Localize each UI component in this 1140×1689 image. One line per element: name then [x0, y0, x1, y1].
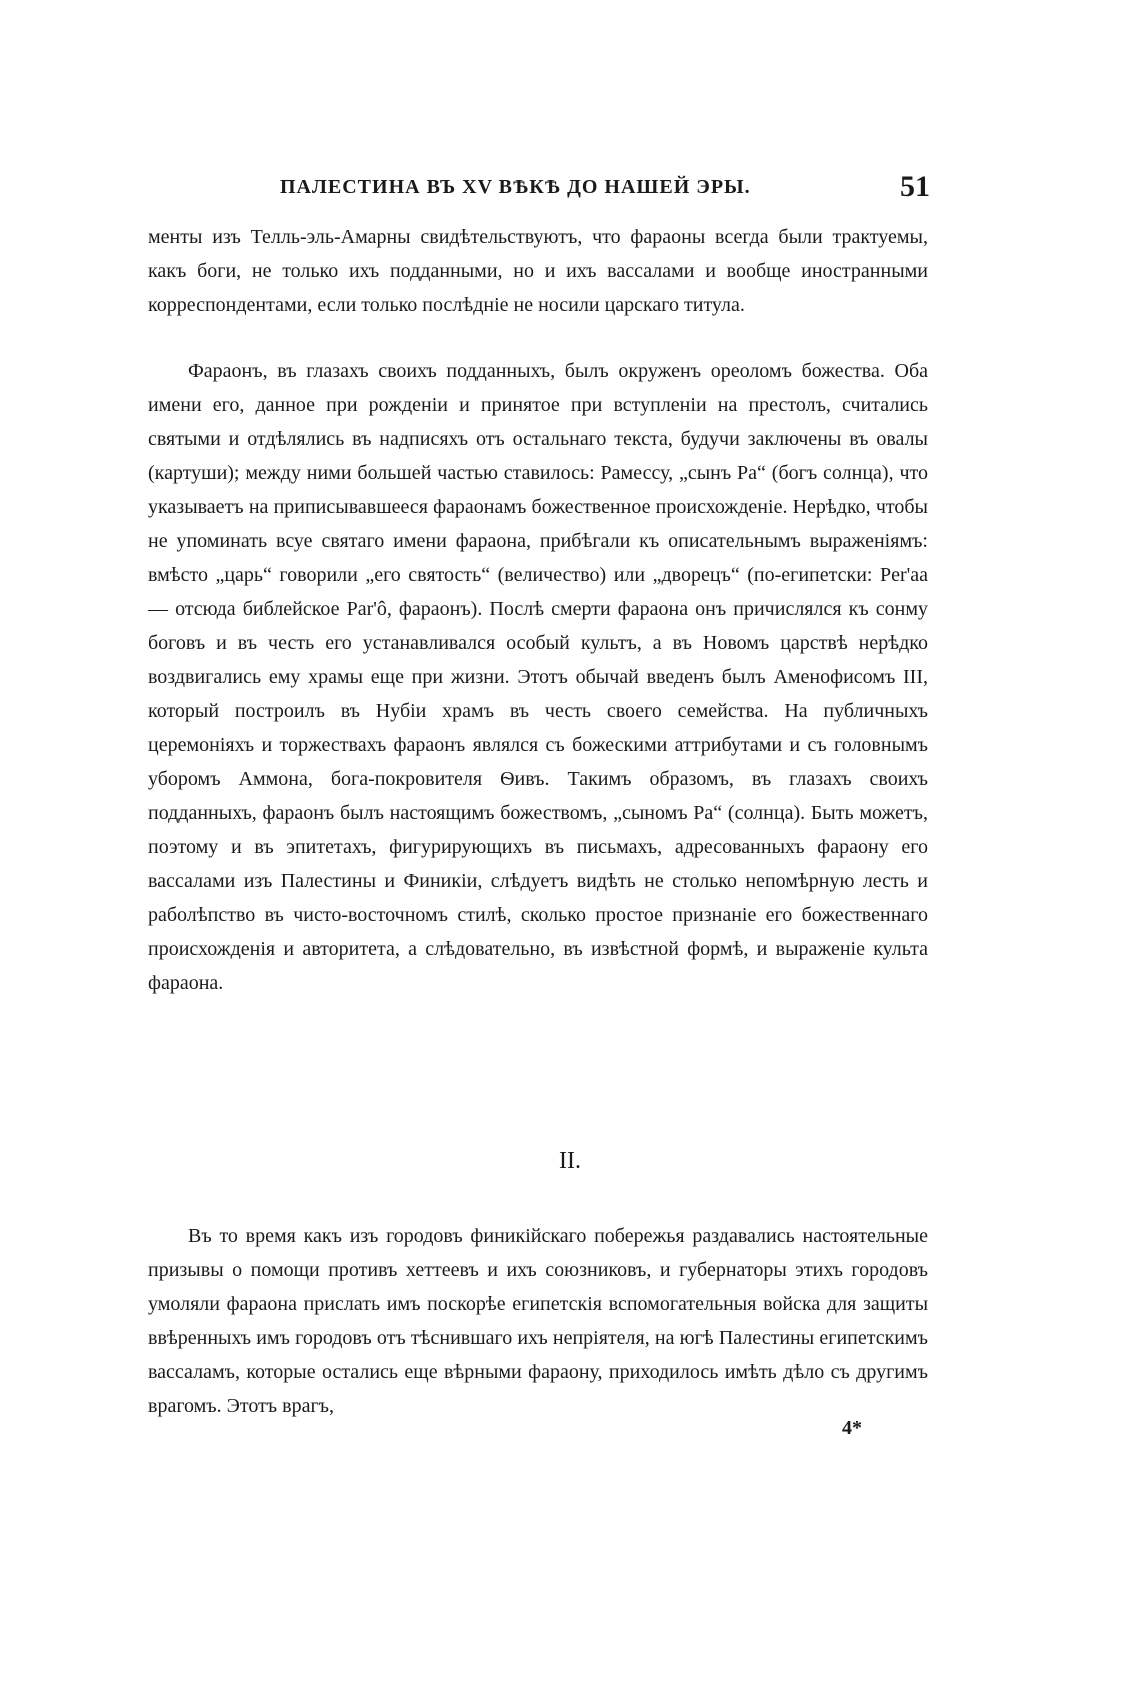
page-header	[280, 170, 930, 210]
page-number: 51	[900, 170, 930, 203]
signature-mark: 4*	[842, 1417, 862, 1439]
paragraph: Фараонъ, въ глазахъ своихъ подданныхъ, былъ окруженъ ореоломъ божества. Оба имени его, данное при рожденіи и принятое при вступленіи на престолъ, считались святыми и отдѣлялись въ надписяхъ отъ остальнаго текста, будучи заключены въ овалы (картуши); между ними большей частью ставилось: Рамессу, „сынъ Ра“ (богъ солнца), что указываетъ на приписывавшееся фараонамъ божественное происхожденіе. Нерѣдко, чтобы не упоминать всуе святаго имени фараона, прибѣгали къ описательнымъ выраженіямъ: вмѣсто „царь“ говорили „его святость“ (величество) или „дворецъ“ (по-египетски: Per'aa — отсюда библейское Par'ô, фараонъ). Послѣ смерти фараона онъ причислялся къ сонму боговъ и въ честь его устанавливался особый культъ, а въ Новомъ царствѣ нерѣдко воздвигались ему храмы еще при жизни. Этотъ обычай введенъ былъ Аменофисомъ III, который построилъ въ Нубіи храмъ въ честь своего семейства. На публичныхъ церемоніяхъ и торжествахъ фараонъ являлся съ божескими аттрибутами и съ головнымъ уборомъ Аммона, бога-покровителя Ѳивъ. Такимъ образомъ, въ глазахъ своихъ подданныхъ, фараонъ былъ настоящимъ божествомъ, „сыномъ Ра“ (солнца). Быть можетъ, поэтому и въ эпитетахъ, фигурирующихъ въ письмахъ, адресованныхъ фараону его вассалами изъ Палестины и Финикіи, слѣдуетъ видѣть не столько непомѣрную лесть и раболѣпство въ чисто-восточномъ стилѣ, сколько простое признаніе его божественнаго происхожденія и авторитета, а слѣдовательно, въ извѣстной формѣ, и выраженіе культа фараона.	[148, 360, 928, 994]
paragraph: Въ то время какъ изъ городовъ финикійскаго побережья раздавались настоятельные призывы о помощи противъ хеттеевъ и ихъ союзниковъ, и губернаторы этихъ городовъ умоляли фараона прислать имъ поскорѣе египетскія вспомогательныя войска для защиты ввѣренныхъ имъ городовъ отъ тѣснившаго ихъ непріятеля, на югѣ Палестины египетскимъ вассаламъ, которые остались еще вѣрными фараону, приходилось имѣть дѣло съ другимъ врагомъ. Этотъ врагъ,	[148, 1225, 928, 1417]
paragraph: менты изъ Телль-эль-Амарны свидѣтельствуютъ, что фараоны всегда были трактуемы, какъ боги, не только ихъ подданными, но и ихъ вассалами и вообще иностранными корреспондентами, если только послѣдніе не носили царскаго титула.	[148, 226, 928, 316]
section-number: II.	[559, 1148, 581, 1174]
running-head: ПАЛЕСТИНА ВЪ XV ВѢКѢ ДО НАШЕЙ ЭРЫ.	[280, 176, 751, 198]
